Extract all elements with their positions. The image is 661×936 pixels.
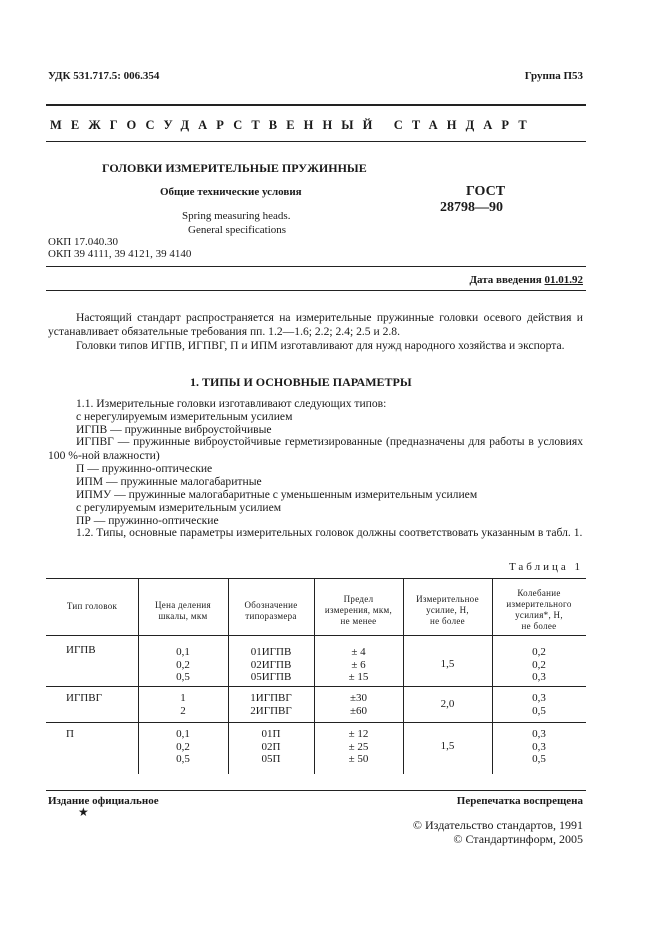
cell-range <box>314 728 403 766</box>
cell-value: 02П <box>261 740 281 753</box>
cell-range <box>314 646 403 684</box>
star-icon: ★ <box>78 805 89 819</box>
top-rule <box>46 104 586 106</box>
cell-value: 0,1 <box>176 646 190 658</box>
cell-value: 0,5 <box>532 704 546 717</box>
clause-1-2: 1.2. Типы, основные параметры измерительных головок должны соответствовать указанным в табл. 1. <box>76 526 583 539</box>
header-line: Предел <box>343 594 374 604</box>
standard-type: МЕЖГОСУДАРСТВЕННЫЙ СТАНДАРТ <box>50 118 536 132</box>
introduction-date <box>469 274 583 286</box>
cell-value: ± 4 <box>351 646 366 658</box>
cell-variation <box>492 646 586 684</box>
header-line: Обозначение <box>244 600 298 610</box>
official-edition: Издание официальное <box>48 795 159 807</box>
okp-rule <box>46 266 586 267</box>
header-cell-variation <box>492 588 586 632</box>
introduction-date-label: Дата введения <box>469 274 542 286</box>
cell-division <box>138 646 228 684</box>
type-ipmu: ИПМУ — пружинные малогабаритные с уменьшенным измерительным усилием <box>76 488 478 501</box>
header-line: Измерительное <box>416 594 479 604</box>
cell-value: 01П <box>261 728 281 740</box>
cell-value: 0,2 <box>176 658 190 671</box>
footer-rule <box>46 790 586 791</box>
header-line: усилие, Н, <box>426 605 469 615</box>
header-line: измерения, мкм, <box>324 605 393 615</box>
type-ipm: ИПМ — пружинные малогабаритные <box>76 475 262 488</box>
cell-value: 0,3 <box>532 692 546 704</box>
gost-label: ГОСТ <box>466 184 506 199</box>
english-title-line1: Spring measuring heads. <box>182 210 291 222</box>
table-header-rule <box>46 635 586 636</box>
cell-value: 0,1 <box>176 728 190 740</box>
cell-variation <box>492 728 586 766</box>
standard-type-rule <box>46 141 586 142</box>
header-line: измерительного <box>506 599 572 609</box>
cell-type: ИГПВГ <box>66 692 102 704</box>
cell-value: 0,5 <box>532 753 546 765</box>
clause-1-1: 1.1. Измерительные головки изготавливают следующих типов: <box>76 397 387 410</box>
cell-range <box>314 692 403 717</box>
cell-force: 1,5 <box>440 740 455 752</box>
table-row-separator <box>46 686 586 687</box>
copyright-publisher: © Издательство стандартов, 1991 <box>412 818 583 832</box>
cell-force: 2,0 <box>440 698 455 710</box>
cell-value: 1 <box>180 692 186 704</box>
group-unregulated: с нерегулируемым измерительным усилием <box>76 410 293 423</box>
header-line: шкалы, мкм <box>158 611 208 621</box>
type-igpvg: ИГПВГ — пружинные виброустойчивые герметизированные (предназначены для работы в условиях 100 %-ной влажности) <box>48 435 583 462</box>
cell-value: 1ИГПВГ <box>250 692 292 704</box>
cell-value: 0,2 <box>532 646 546 658</box>
okp-line1: ОКП 17.040.30 <box>48 236 118 248</box>
cell-type: П <box>66 728 74 740</box>
cell-variation <box>492 692 586 717</box>
intro-paragraph-1: Настоящий стандарт распространяется на измерительные пружинные головки осевого действия и устанавливает обязательные требования пп. 1.2—1.6; 2.2; 2.4; 2.5 и 2.8. <box>48 311 583 338</box>
header-line: Цена деления <box>155 600 211 610</box>
date-rule <box>46 290 586 291</box>
okp-line2: ОКП 39 4111, 39 4121, 39 4140 <box>48 248 192 260</box>
cell-value: 0,5 <box>176 753 190 765</box>
introduction-date-value: 01.01.92 <box>544 274 583 286</box>
cell-value: ± 25 <box>348 740 369 753</box>
cell-value: 0,3 <box>532 740 546 753</box>
type-pr: ПР — пружинно-оптические <box>76 514 219 527</box>
reprint-notice: Перепечатка воспрещена <box>456 795 583 807</box>
cell-value: ±60 <box>349 704 368 717</box>
cell-division <box>138 728 228 766</box>
cell-designation <box>228 692 314 717</box>
cell-value: 0,2 <box>176 740 190 753</box>
section-1-heading: 1. ТИПЫ И ОСНОВНЫЕ ПАРАМЕТРЫ <box>190 375 412 389</box>
header-cell-range <box>314 594 403 627</box>
english-title-line2: General specifications <box>188 224 287 236</box>
header-line: Колебание <box>517 588 561 598</box>
cell-value: 0,2 <box>532 658 546 671</box>
type-p: П — пружинно-оптические <box>76 462 213 475</box>
header-line: Тип головок <box>66 601 118 611</box>
cell-force: 1,5 <box>440 658 455 670</box>
cell-value: 05П <box>261 753 281 765</box>
cell-value: 0,5 <box>176 671 190 683</box>
udk-code: УДК 531.717.5: 006.354 <box>48 70 160 82</box>
cell-value: ± 15 <box>348 671 369 683</box>
cell-value: 05ИГПВ <box>250 671 292 683</box>
cell-value: ± 6 <box>351 658 366 671</box>
cell-value: 2ИГПВГ <box>250 704 292 717</box>
cell-value: 2 <box>180 704 186 717</box>
header-line: не более <box>521 621 557 631</box>
header-cell-force <box>403 594 492 627</box>
header-cell-division <box>138 600 228 622</box>
cell-designation <box>228 728 314 766</box>
type-igpv: ИГПВ — пружинные виброустойчивые <box>76 423 272 436</box>
header-line: типоразмера <box>245 611 297 621</box>
document-subtitle: Общие технические условия <box>160 186 302 198</box>
document-title: ГОЛОВКИ ИЗМЕРИТЕЛЬНЫЕ ПРУЖИННЫЕ <box>102 161 367 175</box>
cell-value: 0,3 <box>532 728 546 740</box>
table-top-rule <box>46 578 586 579</box>
header-line: не менее <box>340 616 377 626</box>
cell-value: ± 50 <box>348 753 369 765</box>
header-cell-type <box>46 601 138 612</box>
copyright-standartinform: © Стандартинформ, 2005 <box>453 832 583 846</box>
parameters-table <box>46 578 586 774</box>
cell-value: ±30 <box>349 692 368 704</box>
group-code: Группа П53 <box>524 70 583 82</box>
group-regulated: с регулируемым измерительным усилием <box>76 501 282 514</box>
cell-division <box>138 692 228 717</box>
cell-type: ИГПВ <box>66 644 96 656</box>
cell-value: 02ИГПВ <box>250 658 292 671</box>
cell-value: ± 12 <box>348 728 369 740</box>
gost-number: 28798—90 <box>440 200 503 215</box>
table-row-separator <box>46 722 586 723</box>
header-line: не более <box>430 616 465 626</box>
cell-value: 0,3 <box>532 671 546 683</box>
header-cell-designation <box>228 600 314 622</box>
table-caption: Таблица 1 <box>508 561 583 573</box>
cell-designation <box>228 646 314 684</box>
header-line: усилия*, Н, <box>515 610 563 620</box>
cell-value: 01ИГПВ <box>250 646 292 658</box>
intro-paragraph-2: Головки типов ИГПВ, ИГПВГ, П и ИПМ изготавливают для нужд народного хозяйства и экспорта. <box>76 339 565 352</box>
